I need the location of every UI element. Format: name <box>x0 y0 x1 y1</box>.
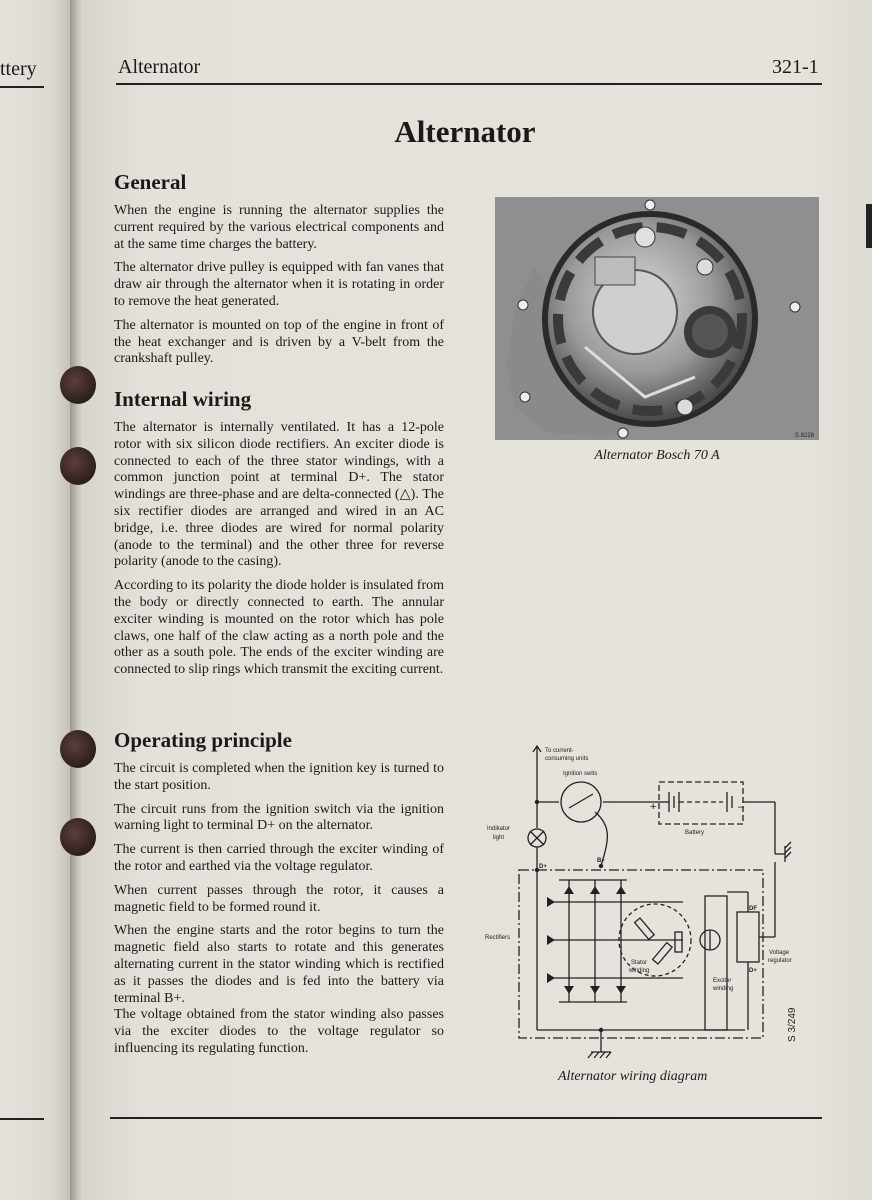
page-title: Alternator <box>394 114 536 149</box>
paragraph: The voltage obtained from the stator winding also passes via the exciter diodes to the voltage regulator so influencing its regulating function. <box>114 1007 444 1056</box>
paragraph: The current is then carried through the exciter winding of the rotor and earthed via the voltage regulator. <box>114 842 444 874</box>
section-general <box>114 170 444 375</box>
label-minus: – <box>738 801 745 813</box>
paragraph: The circuit runs from the ignition switch via the ignition warning light to terminal D+ on the alternator. <box>114 801 444 834</box>
photo-code: S 8228 <box>795 433 815 439</box>
label-exciter: Exciter <box>713 978 732 984</box>
section-heading: General <box>114 170 187 194</box>
label-to-current: To current- <box>545 748 574 754</box>
label-stator: Stator <box>631 960 648 966</box>
photo-caption: Alternator Bosch 70 A <box>594 448 720 463</box>
label-exciter-winding: winding <box>713 986 734 992</box>
label-battery: Battery <box>685 830 705 836</box>
section-internal-wiring <box>114 387 444 686</box>
wiring-diagram <box>483 742 813 1068</box>
label-stator-winding: winding <box>629 968 650 974</box>
running-head-section: Alternator <box>118 56 201 78</box>
header-rule <box>116 83 822 85</box>
paragraph: When current passes through the rotor, it causes a magnetic field to be formed round it. <box>114 882 444 915</box>
left-page <box>0 0 76 1200</box>
diagram-caption: Alternator wiring diagram <box>558 1069 708 1084</box>
binder-hole <box>60 730 96 768</box>
left-running-head: ttery <box>0 58 37 80</box>
left-footer-rule <box>0 1118 44 1120</box>
label-d-plus: D+ <box>539 864 547 870</box>
footer-rule <box>110 1117 822 1119</box>
label-df: DF <box>749 906 757 912</box>
label-consuming-units: consuming units <box>545 756 589 762</box>
label-regulator: regulator <box>768 958 792 964</box>
paragraph: When the engine is running the alternator supplies the current required by the various electrical components and at the same time charges the battery. <box>114 203 444 252</box>
label-rectifiers: Rectifiers <box>485 935 511 941</box>
section-operating-principle <box>114 728 444 1065</box>
label-indikator: Indikator <box>487 826 511 832</box>
left-header-rule <box>0 86 44 88</box>
diagram-code: S 3/249 <box>787 1007 798 1042</box>
paragraph: The alternator drive pulley is equipped with fan vanes that draw air through the alternator when it is rotating in order to remove the heat generated. <box>114 260 444 309</box>
paragraph: The circuit is completed when the ignition key is turned to the start position. <box>114 761 444 793</box>
thumb-tab <box>866 204 872 248</box>
page-number: 321-1 <box>772 56 819 78</box>
section-heading: Operating principle <box>114 728 292 752</box>
label-ignition-switch: Ignition swits <box>563 771 598 777</box>
paragraph: The alternator is mounted on top of the engine in front of the heat exchanger and is driven by a V-belt from the crankshaft pulley. <box>114 317 444 367</box>
section-heading: Internal wiring <box>114 387 252 411</box>
label-plus: + <box>650 801 657 813</box>
paragraph: The alternator is internally ventilated. It has a 12-pole rotor with six silicon diode rectifiers. An exciter diode is connected to each of the three stator windings, with a common junction point at terminal D+. The stator windings are three-phase and are delta-connected (△). The six rectifier diodes are arranged and wired in an AC bridge, i.e. three diodes are wired for normal polarity (anode to the terminal) and the other three for reverse polarity (anode to the casing). <box>114 420 444 570</box>
label-voltage: Voltage <box>769 950 790 956</box>
label-b-plus: B+ <box>597 858 605 864</box>
label-d-plus-regulator: D+ <box>749 968 757 974</box>
binder-hole <box>60 447 96 485</box>
alternator-photo <box>495 197 819 440</box>
paragraph: When the engine starts and the rotor begins to turn the magnetic field also starts to rotate and this generates alternating current in the stator winding which is rectified as it passes the diodes and is fed into the battery via terminal B+. <box>114 923 444 1006</box>
book-gutter <box>70 0 84 1200</box>
binder-hole <box>60 818 96 856</box>
label-light: light <box>493 835 505 841</box>
paragraph: According to its polarity the diode holder is insulated from the body or directly connected to earth. The annular exciter winding is mounted on the rotor which has pole claws, one half of the claw acting as a north pole and the other as a south pole. The ends of the exciter winding are connected to slip rings which transmit the exciting current. <box>114 578 444 678</box>
binder-hole <box>60 366 96 404</box>
